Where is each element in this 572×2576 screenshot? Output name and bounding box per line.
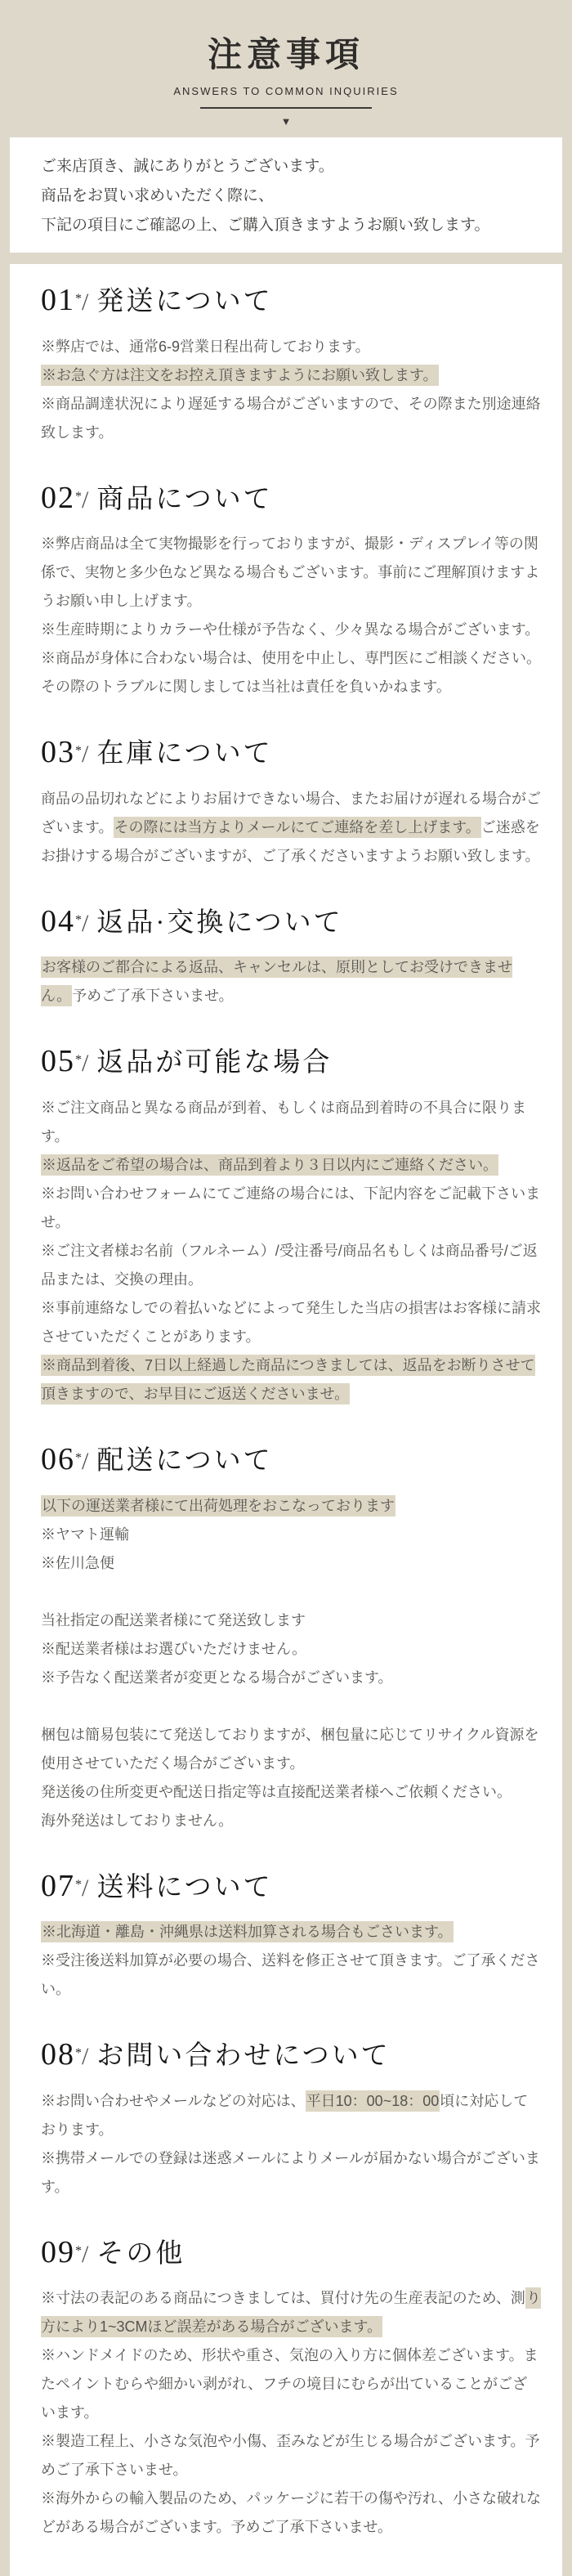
section-body — [41, 333, 541, 447]
section-number: 06 — [41, 1441, 75, 1476]
notice-paragraph — [41, 1492, 541, 1521]
body-text: 梱包は簡易包装にて発送しておりますが、梱包量に応じてリサイクル資源を使用させていただく場合がございます。 — [41, 1726, 539, 1772]
highlighted-text: ※北海道・離島・沖縄県は送料加算される場合もごさいます。 — [41, 1921, 454, 1942]
notice-paragraph — [41, 2484, 541, 2542]
slash-mark: / — [82, 1447, 89, 1475]
body-text: 商品の品切れなどによりお届けできない場合、またお届けが遅れる場合がございます。 — [41, 790, 541, 836]
body-text: 当社指定の配送業者様にて発送致します — [41, 1611, 306, 1628]
notice-paragraph — [41, 1947, 541, 2004]
section-title: 配送について — [96, 1445, 273, 1476]
body-text: ※弊店商品は全て実物撮影を行っておりますが、撮影・ディスプレイ等の関係で、実物と多少色など異なる場合もございます。事前にご理解頂けますようお願い申し上げます。 — [41, 535, 540, 610]
section-title: 発送について — [96, 287, 273, 316]
asterisk-mark: * — [75, 912, 82, 927]
section-title: 商品について — [96, 484, 273, 514]
body-text: 海外発送はしておりません。 — [41, 1812, 234, 1829]
intro-line: ご来店頂き、誠にありがとうございます。 — [41, 158, 334, 175]
section-heading — [41, 2036, 541, 2074]
notice-paragraph — [41, 2144, 541, 2202]
section-heading — [41, 903, 541, 941]
notice-paragraph — [41, 2087, 541, 2144]
section-heading — [41, 1043, 541, 1081]
notice-section — [41, 734, 541, 871]
body-text: ※ヤマト運輸 — [41, 1525, 129, 1543]
slash-mark: / — [82, 289, 89, 316]
section-title: 送料について — [96, 1872, 273, 1902]
slash-mark: / — [82, 2240, 89, 2268]
asterisk-mark: * — [75, 744, 82, 759]
body-text: ※生産時期によりカラーや仕様が予告なく、少々異なる場合がございます。 — [41, 621, 540, 638]
chevron-down-icon: ▼ — [280, 115, 292, 128]
asterisk-mark: * — [75, 489, 82, 504]
asterisk-mark: * — [75, 1450, 82, 1465]
slash-mark: / — [82, 2043, 89, 2071]
section-body — [41, 2284, 541, 2542]
notice-paragraph — [41, 1151, 541, 1180]
notice-paragraph — [41, 333, 541, 361]
notice-paragraph — [41, 1094, 541, 1151]
notice-paragraph — [41, 1180, 541, 1237]
body-text: ※事前連絡なしでの着払いなどによって発生した当店の損害はお客様に請求させていただくことがあります。 — [41, 1299, 541, 1345]
notice-paragraph — [41, 1237, 541, 1294]
section-body — [41, 1492, 541, 1835]
section-body — [41, 2087, 541, 2202]
notice-paragraph — [41, 1549, 541, 1578]
body-text: ※お問い合わせやメールなどの対応は、 — [41, 2092, 306, 2109]
section-title: その他 — [96, 2238, 185, 2269]
section-body — [41, 1094, 541, 1409]
notice-paragraph — [41, 1351, 541, 1409]
body-text: ※商品が身体に合わない場合は、使用を中止し、専門医にご相談ください。その際のトラブルに関しましては当社は責任を負いかねます。 — [41, 650, 541, 696]
paragraph-spacer — [41, 1692, 541, 1721]
body-text: ※お問い合わせフォームにてご連絡の場合には、下記内容をご記載下さいませ。 — [41, 1185, 541, 1230]
section-heading — [41, 1441, 541, 1479]
section-body — [41, 530, 541, 701]
notice-paragraph — [41, 644, 541, 701]
section-heading — [41, 480, 541, 517]
section-body — [41, 785, 541, 871]
highlighted-text: 以下の運送業者様にて出荷処理をおこなっております — [41, 1495, 395, 1516]
body-text: ※ハンドメイドのため、形状や重さ、気泡の入り方に個体差ございます。またペイントむらや細かい剥がれ、フチの境目にむらが出ていることがございます。 — [41, 2347, 538, 2421]
asterisk-mark: * — [75, 292, 82, 306]
sections-card — [10, 264, 562, 2576]
slash-mark: / — [82, 741, 89, 768]
page-header — [0, 0, 572, 127]
highlighted-text: ※商品到着後、7日以上経過した商品につきましては、返品をお断りさせて頂きますので、お早目にご返送くださいませ。 — [41, 1355, 535, 1404]
notice-paragraph — [41, 2427, 541, 2484]
intro-card — [10, 137, 562, 253]
notice-section — [41, 2036, 541, 2202]
notice-paragraph — [41, 1664, 541, 1692]
section-heading — [41, 2234, 541, 2272]
slash-mark: / — [82, 1874, 89, 1902]
body-text: ※商品調達状況により遅延する場合がございますので、その際また別途連絡致します。 — [41, 395, 541, 441]
header-divider — [200, 107, 372, 109]
notice-paragraph — [41, 1807, 541, 1835]
section-title: 返品が可能な場合 — [96, 1048, 333, 1078]
body-text: ※予告なく配送業者が変更となる場合がございます。 — [41, 1669, 393, 1686]
intro-line: 商品をお買い求めいただく際に、 — [41, 187, 275, 204]
notice-section — [41, 903, 541, 1011]
highlighted-text: ※返品をご希望の場合は、商品到着より３日以内にご連絡ください。 — [41, 1154, 498, 1176]
slash-mark: / — [82, 486, 89, 513]
body-text: ※携帯メールでの登録は迷惑メールによりメールが届かない場合がございます。 — [41, 2149, 540, 2195]
body-text: ※弊店では、通常6-9営業日程出荷しております。 — [41, 338, 370, 355]
body-text: ※ご注文者様お名前（フルネーム）/受注番号/商品名もしくは商品番号/ご返品または、交換の理由。 — [41, 1242, 538, 1288]
notice-section — [41, 1441, 541, 1835]
notice-section — [41, 2234, 541, 2542]
body-text: ※ご注文商品と異なる商品が到着、もしくは商品到着時の不具合に限ります。 — [41, 1099, 526, 1145]
body-text: ご迷惑をお掛けする場合がございますが、ご了承くださいますようお願い致します。 — [41, 818, 540, 864]
notice-section — [41, 480, 541, 702]
page-title: 注意事項 — [207, 35, 364, 74]
section-title: 返品·交換について — [96, 907, 343, 938]
notice-paragraph — [41, 1521, 541, 1549]
notice-paragraph — [41, 390, 541, 447]
notice-paragraph — [41, 2284, 541, 2341]
section-heading — [41, 1868, 541, 1906]
notice-paragraph — [41, 1918, 541, 1947]
notice-paragraph — [41, 953, 541, 1010]
section-number: 07 — [41, 1868, 75, 1903]
asterisk-mark: * — [75, 1053, 82, 1068]
asterisk-mark: * — [75, 2046, 82, 2061]
notice-paragraph — [41, 361, 541, 390]
paragraph-spacer — [41, 1578, 541, 1606]
section-number: 05 — [41, 1044, 75, 1079]
section-number: 08 — [41, 2037, 75, 2072]
highlighted-text: その際には当方よりメールにてご連絡を差し上げます。 — [114, 817, 481, 838]
section-heading — [41, 282, 541, 320]
body-text: ※受注後送料加算が必要の場合、送料を修正させて頂きます。ご了承ください。 — [41, 1952, 540, 1998]
body-text: ※配送業者様はお選びいただけません。 — [41, 1640, 307, 1657]
asterisk-mark: * — [75, 1877, 82, 1892]
section-number: 04 — [41, 903, 75, 939]
section-number: 09 — [41, 2234, 75, 2269]
notice-paragraph — [41, 1606, 541, 1635]
highlighted-text: お客様のご都合による返品、キャンセルは、原則としてお受けできません。 — [41, 956, 512, 1006]
notice-paragraph — [41, 1294, 541, 1351]
intro-line: 下記の項目にご確認の上、ご購入頂きますようお願い致します。 — [41, 217, 490, 234]
body-text: ※製造工程上、小さな気泡や小傷、歪みなどが生じる場合がございます。予めご了承下さいませ。 — [41, 2433, 540, 2479]
section-body — [41, 953, 541, 1010]
section-title: お問い合わせについて — [96, 2041, 391, 2072]
body-text: 頃に対応しております。 — [41, 2092, 529, 2138]
notice-paragraph — [41, 1778, 541, 1807]
notice-section — [41, 1043, 541, 1409]
section-title: 在庫について — [96, 739, 273, 769]
body-text: 予めご了承下さいませ。 — [72, 988, 234, 1005]
section-body — [41, 1918, 541, 2004]
body-text: ※海外からの輸入製品のため、パッケージに若干の傷や汚れ、小さな破れなどがある場合がございます。予めご了承下さいませ。 — [41, 2490, 541, 2536]
notice-paragraph — [41, 530, 541, 616]
notice-section — [41, 1868, 541, 2005]
notice-paragraph — [41, 1721, 541, 1778]
section-heading — [41, 734, 541, 772]
body-text: ※寸法の表記のある商品につきましては、買付け先の生産表記のため、測 — [41, 2290, 525, 2307]
section-number: 03 — [41, 735, 75, 770]
notice-paragraph — [41, 616, 541, 644]
notice-paragraph — [41, 785, 541, 871]
highlighted-text: ※お急ぐ方は注文をお控え頂きますようにお願い致します。 — [41, 365, 439, 386]
page-subtitle: ANSWERS TO COMMON INQUIRIES — [173, 85, 399, 97]
body-text: 発送後の住所変更や配送日指定等は直接配送業者様へご依頼ください。 — [41, 1783, 512, 1800]
highlighted-text: り方により1~3CMほど誤差がある場合がございます。 — [41, 2287, 541, 2337]
section-number: 01 — [41, 283, 75, 317]
section-number: 02 — [41, 480, 75, 515]
body-text: ※佐川急便 — [41, 1554, 114, 1571]
notice-paragraph — [41, 1635, 541, 1664]
slash-mark: / — [82, 1050, 89, 1077]
slash-mark: / — [82, 909, 89, 937]
highlighted-text: 平日10：00~18：00 — [306, 2090, 440, 2112]
notice-paragraph — [41, 2341, 541, 2427]
asterisk-mark: * — [75, 2243, 82, 2258]
notice-section — [41, 282, 541, 447]
